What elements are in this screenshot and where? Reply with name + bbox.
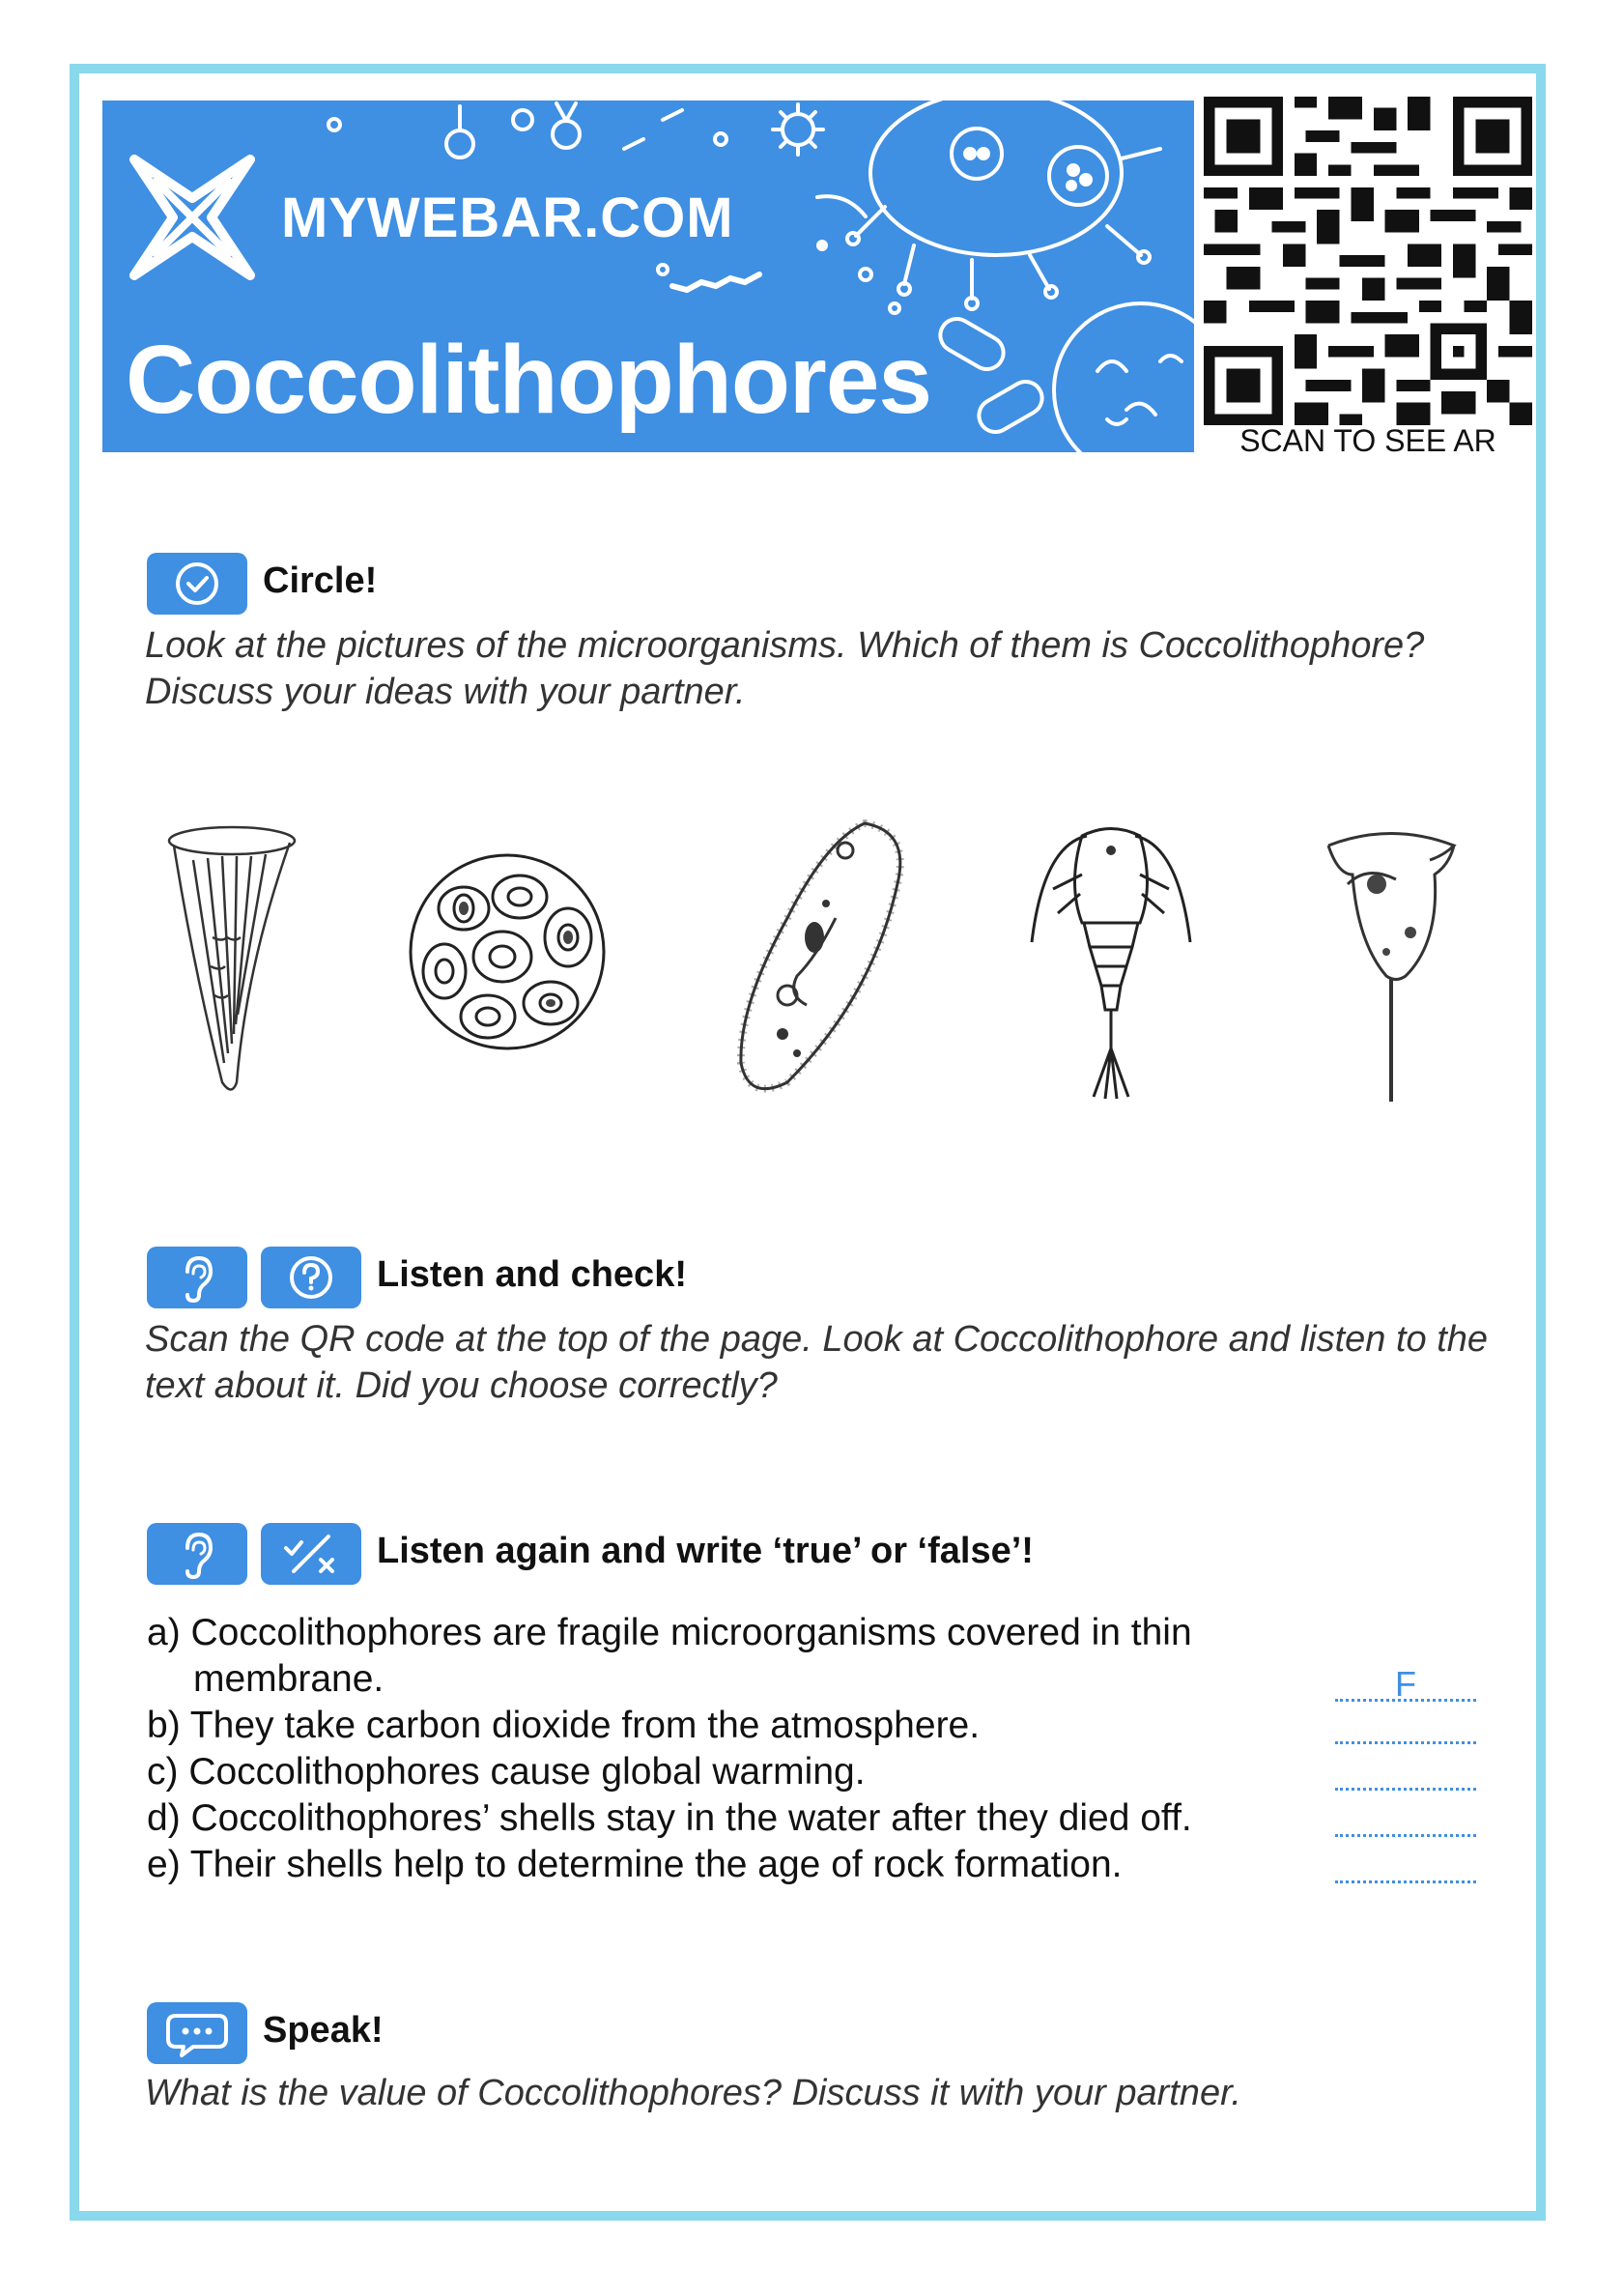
paramecium-drawing[interactable] xyxy=(720,812,913,1102)
task-1-instruction-line-1: Look at the pictures of the microorganisms. Which of them is Coccolithophore? xyxy=(145,625,1425,666)
copepod-drawing[interactable] xyxy=(1024,817,1198,1106)
task-2-instruction-line-1: Scan the QR code at the top of the page. Look at Coccolithophore and listen to the xyxy=(145,1319,1489,1360)
task-3-title: Listen again and write ‘true’ or ‘false’! xyxy=(377,1531,1034,1571)
task-1-title: Circle! xyxy=(263,560,378,601)
stentor-drawing[interactable] xyxy=(155,821,299,1102)
statement-b: b) They take carbon dioxide from the atmosphere. xyxy=(147,1705,981,1746)
answer-blank-c[interactable] xyxy=(1335,1759,1476,1791)
qr-caption: SCAN TO SEE AR xyxy=(1239,423,1496,458)
check-cross-icon xyxy=(261,1523,361,1585)
answer-blank-e[interactable] xyxy=(1335,1851,1476,1883)
answer-blank-b[interactable] xyxy=(1335,1712,1476,1744)
statement-a: a) Coccolithophores are fragile microorganisms covered in thin xyxy=(147,1612,1192,1653)
task-2-title: Listen and check! xyxy=(377,1254,687,1295)
statement-d: d) Coccolithophores’ shells stay in the water after they died off. xyxy=(147,1797,1192,1839)
task-2-instruction-line-2: text about it. Did you choose correctly? xyxy=(145,1365,778,1406)
question-icon xyxy=(261,1247,361,1308)
statement-e: e) Their shells help to determine the age of rock formation. xyxy=(147,1844,1123,1885)
mywebar-logo xyxy=(129,155,255,280)
statement-a-continuation: membrane. xyxy=(193,1658,384,1700)
task-1-instruction-line-2: Discuss your ideas with your partner. xyxy=(145,672,746,712)
task-4-instruction: What is the value of Coccolithophores? Discuss it with your partner. xyxy=(145,2073,1241,2113)
task-4-title: Speak! xyxy=(263,2010,384,2051)
page-title: Coccolithophores xyxy=(126,326,932,434)
qr-code[interactable] xyxy=(1204,97,1532,425)
brand-name: MYWEBAR.COM xyxy=(281,187,734,249)
ear-icon xyxy=(147,1247,247,1308)
check-circle-icon xyxy=(147,553,247,615)
coccolithophore-drawing[interactable] xyxy=(406,850,609,1053)
answer-blank-a[interactable]: F xyxy=(1335,1670,1476,1702)
speech-bubble-icon xyxy=(147,2002,247,2064)
header-banner xyxy=(102,100,1194,452)
answer-blank-d[interactable] xyxy=(1335,1805,1476,1837)
vorticella-drawing[interactable] xyxy=(1319,817,1464,1106)
statement-c: c) Coccolithophores cause global warming. xyxy=(147,1751,866,1793)
ear-icon xyxy=(147,1523,247,1585)
